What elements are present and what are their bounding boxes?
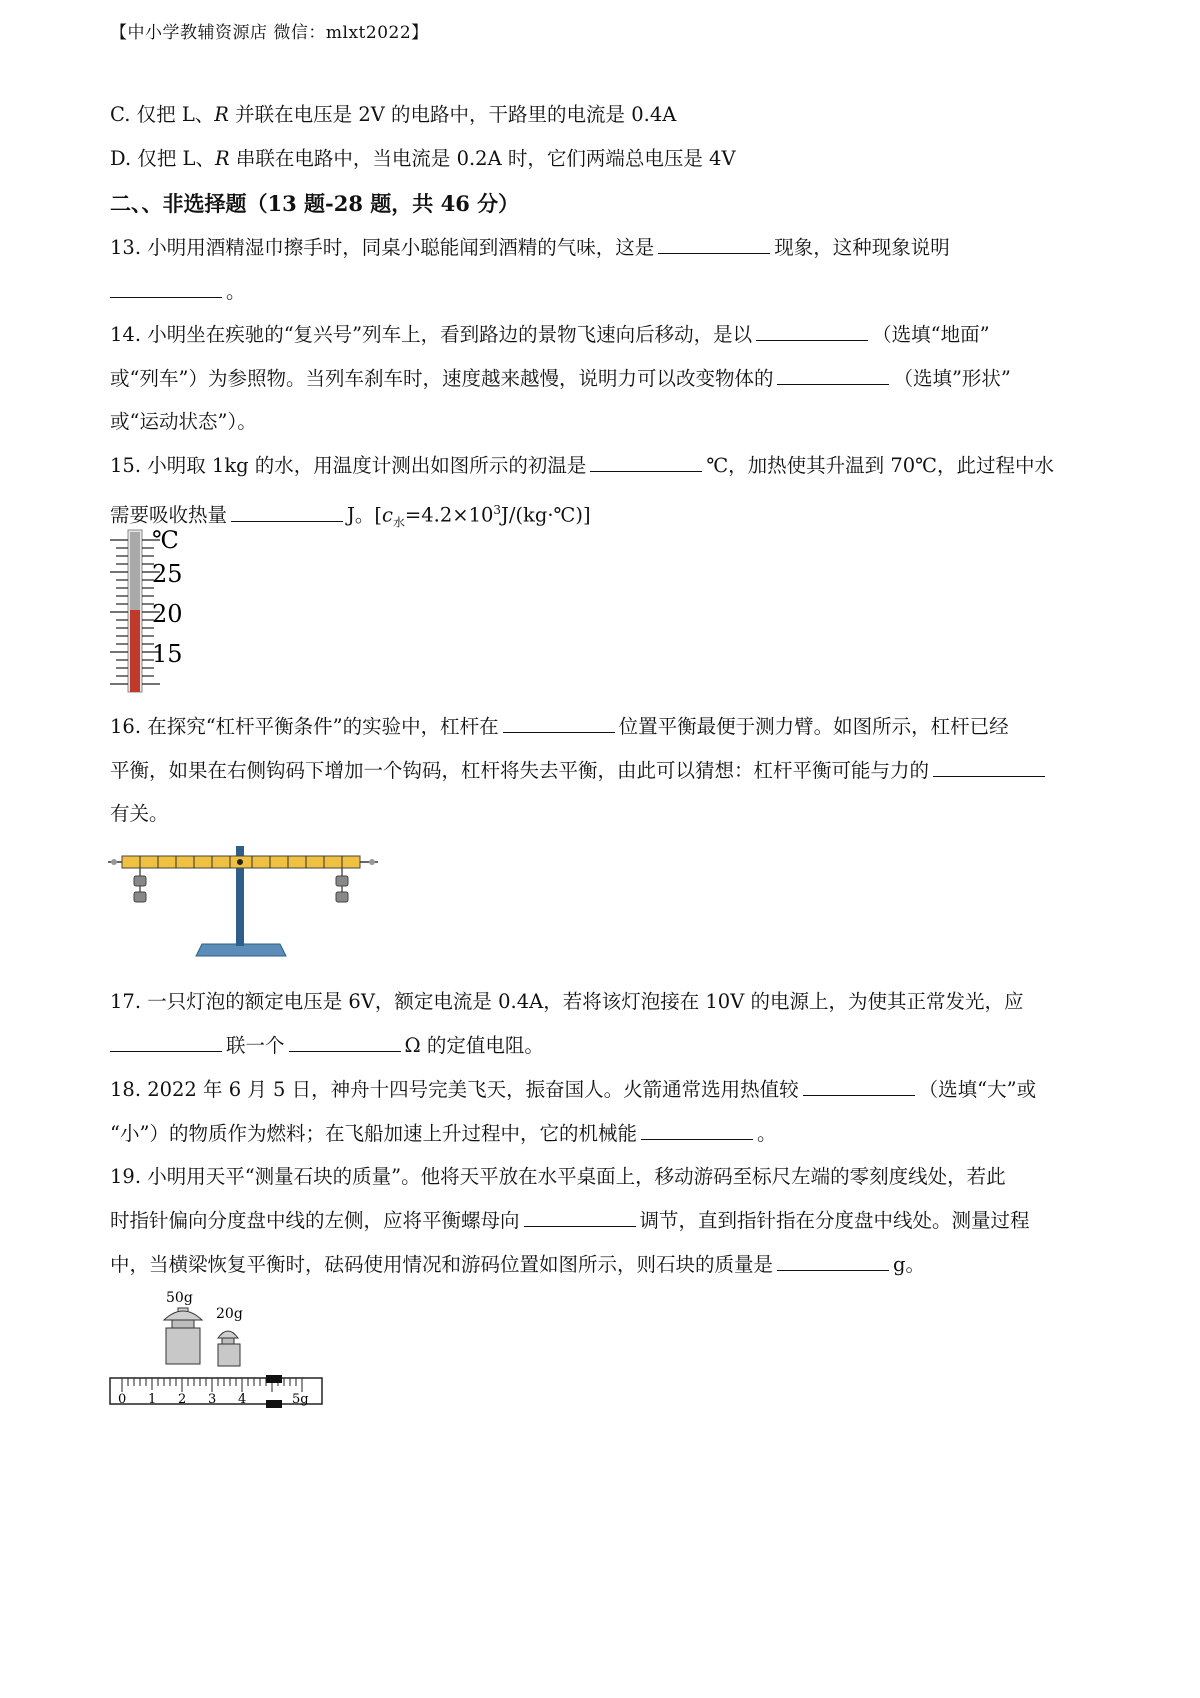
balance-nut-left — [111, 859, 117, 865]
q13-text-c: 。 — [226, 280, 246, 303]
tick-label-20: 20 — [152, 600, 183, 628]
q14-line3: 或“运动状态”）。 — [110, 410, 257, 433]
scale-label-1: 1 — [148, 1392, 157, 1407]
q14-text-1b: （选填“地面” — [872, 323, 990, 346]
weight-label-50g: 50g — [166, 1290, 193, 1306]
q19-line3 — [110, 1251, 925, 1279]
answer-blank[interactable] — [803, 1077, 915, 1096]
q16-line3: 有关。 — [110, 802, 169, 825]
thermometer-empty-column — [130, 532, 140, 610]
q18-text-1a: 18. 2022 年 6 月 5 日，神舟十四号完美飞天，振奋国人。火箭通常选用热值较 — [110, 1078, 799, 1101]
answer-blank[interactable] — [524, 1208, 636, 1227]
weights-figure — [108, 1288, 328, 1418]
q13-text-a: 13. 小明用酒精湿巾擦手时，同桌小聪能闻到酒精的气味，这是 — [110, 236, 655, 259]
section-title: 二、、非选择题（13 题-28 题，共 46 分） — [110, 191, 520, 216]
q19-text-2a: 时指针偏向分度盘中线的左侧，应将平衡螺母向 — [110, 1209, 520, 1232]
tick-label-25: 25 — [152, 560, 183, 588]
weight-50g-icon — [164, 1308, 202, 1364]
q15-text-1a: 15. 小明取 1kg 的水，用温度计测出如图所示的初温是 — [110, 454, 587, 477]
watermark-header: 【中小学教辅资源店 微信：mlxt2022】 — [110, 23, 429, 43]
option-d-prefix: D. 仅把 L、 — [110, 147, 215, 170]
option-d-rest: 串联在电路中，当电流是 0.2A 时，它们两端总电压是 4V — [229, 147, 736, 170]
q16-text-2a: 平衡，如果在右侧钩码下增加一个钩码，杠杆将失去平衡，由此可以猜想：杠杆平衡可能与力的 — [110, 759, 930, 782]
q13-line2 — [110, 278, 246, 306]
scale-label-5g: 5g — [292, 1392, 309, 1407]
q18-line1 — [110, 1076, 1036, 1104]
q14-text-1a: 14. 小明坐在疾驰的“复兴号”列车上，看到路边的景物飞速向后移动，是以 — [110, 323, 753, 346]
specific-heat-subscript: 水 — [392, 515, 405, 530]
rider-bottom — [266, 1400, 282, 1408]
thermometer-figure — [108, 524, 198, 694]
q14-text-2b: （选填”形状” — [893, 367, 1011, 390]
weight-20g-icon — [218, 1331, 240, 1366]
scale-label-4: 4 — [238, 1392, 247, 1407]
answer-blank[interactable] — [777, 366, 889, 385]
q17-text-2a: 联一个 — [226, 1034, 285, 1057]
thermometer-liquid — [130, 610, 140, 692]
q18-text-2b: 。 — [756, 1122, 777, 1145]
thermometer-unit: ℃ — [152, 526, 179, 554]
q19-text-2b: 调节，直到指针指在分度盘中线处。测量过程 — [639, 1209, 1030, 1232]
q17-line2 — [110, 1032, 544, 1060]
q14-line1 — [110, 321, 990, 349]
answer-blank[interactable] — [590, 453, 702, 472]
right-hook-weights — [336, 868, 348, 902]
q15-text-1b: ℃，加热使其升温到 70℃，此过程中水 — [706, 454, 1054, 477]
q18-text-2a: “小”）的物质作为燃料；在飞船加速上升过程中，它的机械能 — [110, 1122, 637, 1145]
q18-line2 — [110, 1120, 776, 1148]
q16-line1 — [110, 713, 1009, 741]
left-hook-weights — [134, 868, 146, 902]
q15-text-2c: =4.2×10 — [404, 503, 494, 527]
answer-blank[interactable] — [756, 322, 868, 341]
q19-line1: 19. 小明用天平“测量石块的质量”。他将天平放在水平桌面上，移动游码至标尺左端的零刻度线处，若此 — [110, 1165, 1006, 1188]
q15-text-2a: 需要吸收热量 — [110, 503, 228, 527]
lever-pivot — [237, 859, 243, 865]
q15-line1 — [110, 452, 1054, 480]
q14-line2 — [110, 365, 1011, 393]
scale-label-2: 2 — [178, 1392, 187, 1407]
specific-heat-symbol: c — [381, 503, 393, 527]
lever-figure — [108, 836, 388, 960]
option-c-prefix: C. 仅把 L、 — [110, 103, 215, 126]
option-d-r: R — [214, 147, 230, 170]
q13-text-b: 现象，这种现象说明 — [774, 236, 950, 259]
scale-label-0: 0 — [118, 1392, 127, 1407]
q13-line1 — [110, 234, 950, 262]
q19-line2 — [110, 1207, 1030, 1235]
option-d — [110, 145, 736, 173]
answer-blank[interactable] — [777, 1252, 889, 1271]
answer-blank[interactable] — [289, 1033, 401, 1052]
answer-blank[interactable] — [110, 1033, 222, 1052]
balance-nut-right — [369, 859, 375, 865]
rider-top — [266, 1375, 282, 1383]
q19-text-3b: g。 — [893, 1253, 925, 1276]
answer-blank[interactable] — [503, 714, 615, 733]
q15-text-2d: J/(kg·℃)] — [501, 503, 591, 527]
q16-text-1b: 位置平衡最便于测力臂。如图所示，杠杆已经 — [618, 715, 1009, 738]
q16-line2 — [110, 757, 1049, 785]
weight-label-20g: 20g — [216, 1306, 243, 1322]
exponent: 3 — [493, 503, 502, 517]
tick-label-15: 15 — [152, 640, 183, 668]
answer-blank[interactable] — [231, 503, 343, 522]
answer-blank[interactable] — [110, 279, 222, 298]
answer-blank[interactable] — [658, 235, 770, 254]
answer-blank[interactable] — [933, 758, 1045, 777]
q15-text-2b: J。[ — [347, 503, 382, 527]
q16-text-1a: 16. 在探究“杠杆平衡条件”的实验中，杠杆在 — [110, 715, 499, 738]
q14-text-2a: 或“列车”）为参照物。当列车刹车时，速度越来越慢，说明力可以改变物体的 — [110, 367, 774, 390]
q17-text-2b: Ω 的定值电阻。 — [404, 1034, 544, 1057]
option-c-rest: 并联在电压是 2V 的电路中，干路里的电流是 0.4A — [228, 103, 677, 126]
answer-blank[interactable] — [641, 1121, 753, 1140]
q17-line1: 17. 一只灯泡的额定电压是 6V，额定电流是 0.4A，若将该灯泡接在 10V 的电源上，为使其正常发光，应 — [110, 990, 1024, 1013]
q18-text-1b: （选填“大”或 — [918, 1078, 1037, 1101]
scale-label-3: 3 — [208, 1392, 217, 1407]
option-c — [110, 101, 676, 129]
q19-text-3a: 中，当横梁恢复平衡时，砝码使用情况和游码位置如图所示，则石块的质量是 — [110, 1253, 774, 1276]
option-c-r: R — [214, 103, 229, 126]
